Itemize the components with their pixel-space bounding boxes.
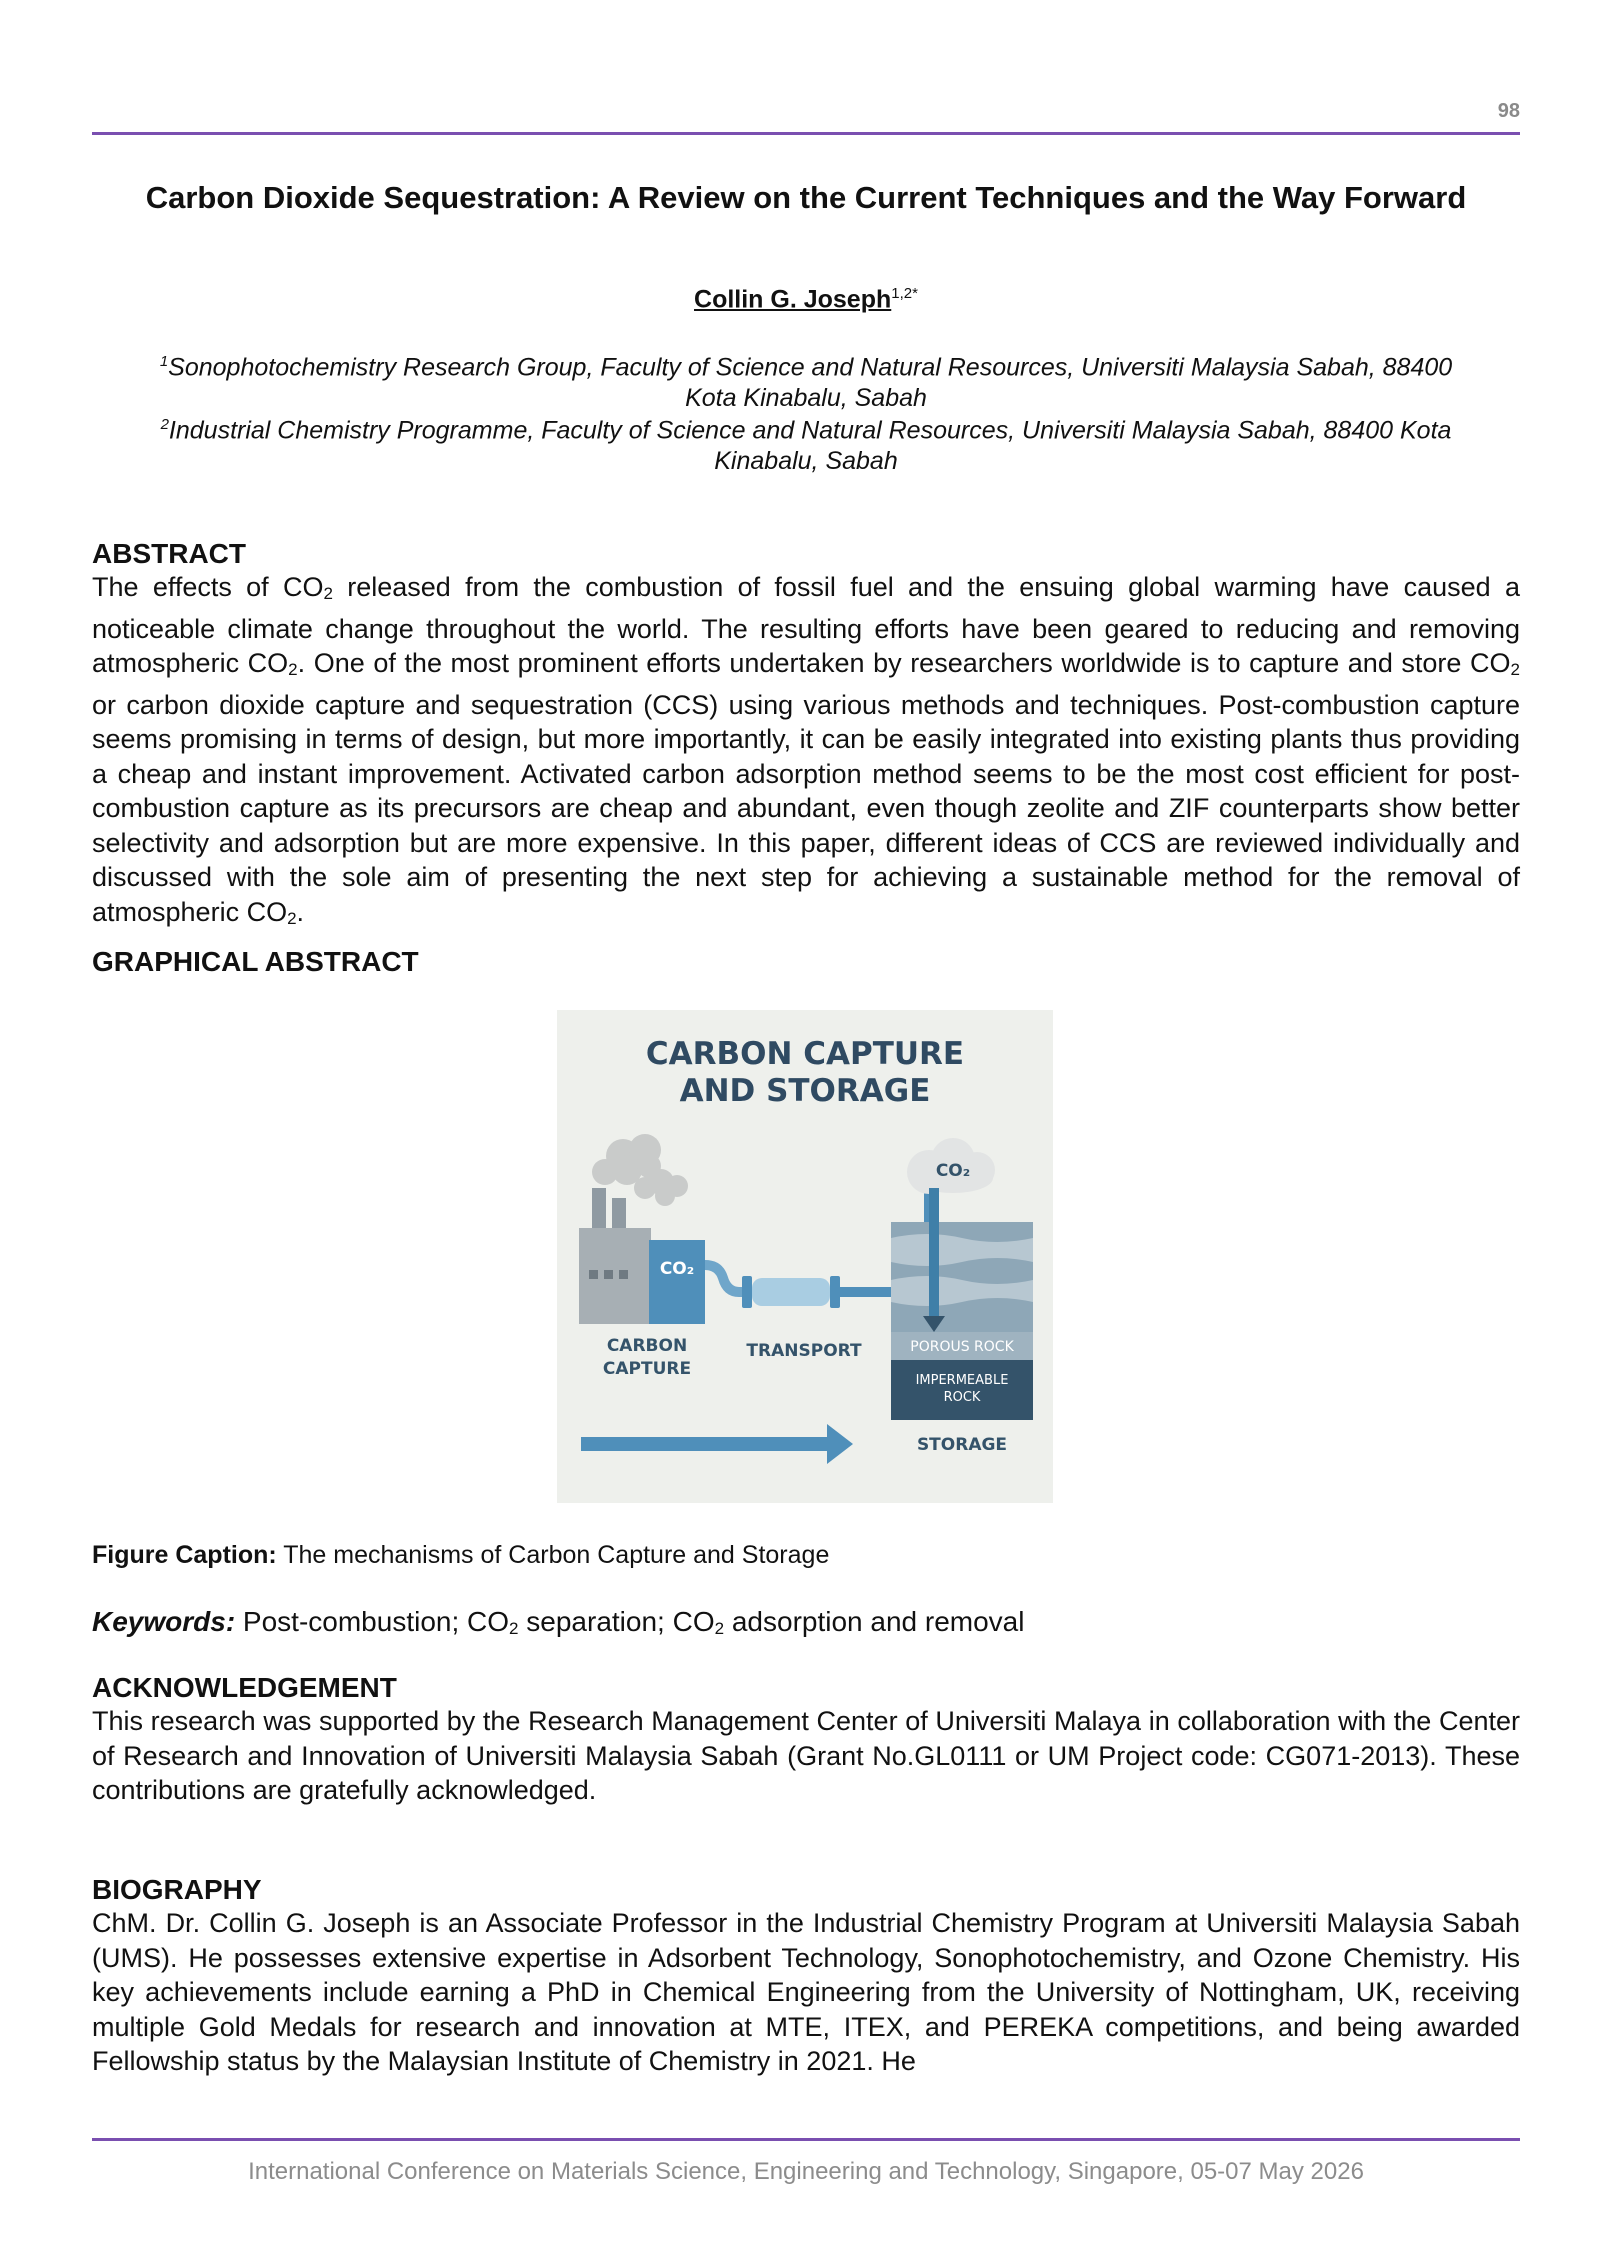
figure-title-line1: CARBON CAPTURE — [645, 1036, 965, 1072]
abstract-heading: ABSTRACT — [92, 538, 246, 569]
carbon-capture-label-2: CAPTURE — [602, 1359, 692, 1379]
storage-label: STORAGE — [916, 1435, 1008, 1455]
transport-label: TRANSPORT — [746, 1341, 862, 1361]
graphical-abstract-heading: GRAPHICAL ABSTRACT — [92, 946, 419, 977]
figure-title-line2: AND STORAGE — [679, 1073, 931, 1109]
affiliation-line: Sonophotochemistry Research Group, Faculty of Science and Natural Resources, Universiti Malaysia Sabah, 88400 — [168, 353, 1453, 382]
pipe-flange — [830, 1276, 840, 1308]
ccs-figure — [557, 1010, 1053, 1503]
affiliation-line: Industrial Chemistry Programme, Faculty of Science and Natural Resources, Universiti Malaysia Sabah, 88400 Kota — [168, 416, 1452, 445]
affiliation-line: Kota Kinabalu, Sabah — [685, 384, 927, 413]
co2-cloud-label: CO₂ — [935, 1161, 971, 1181]
biography-text: ChM. Dr. Collin G. Joseph is an Associate Professor in the Industrial Chemistry Program at Universiti Malaysia Sabah (UMS). He possesses extensive expertise in Adsorbent Technology, Sonophotochemistry, and Ozone Chemistry. His key achievements include earning a PhD in Chemical Engineering from the University of Nottingham, UK, receiving multiple Gold Medals for research and innovation at MTE, ITEX, and PEREKA competitions, and being awarded Fellowship status by the Malaysian Institute of Chemistry in 2021. He — [92, 1908, 1520, 2076]
header-rule — [92, 132, 1520, 135]
author-marks: 1,2* — [891, 285, 918, 302]
acknowledgement-text: This research was supported by the Research Management Center of Universiti Malaya in collaboration with the Center of Research and Innovation of Universiti Malaysia Sabah (Grant No.GL0111 or UM Project code: CG071-2013). These contributions are gratefully acknowledged. — [92, 1706, 1520, 1805]
co2-unit-label: CO₂ — [659, 1259, 695, 1279]
porous-rock-label: POROUS ROCK — [910, 1339, 1014, 1355]
figure-caption: Figure Caption: The mechanisms of Carbon Capture and Storage — [92, 1541, 830, 1569]
paper-title: Carbon Dioxide Sequestration: A Review on the Current Techniques and the Way Forward — [145, 180, 1467, 215]
carbon-capture-label-1: CARBON — [606, 1336, 688, 1356]
keywords: Keywords: Post-combustion; $CO_2$ separation; $CO_2$ adsorption and removal — [92, 1606, 1025, 1638]
abstract-text: The effects of $CO_2$ released from the combustion of fossil fuel and the ensuing global warming have caused a noticeable climate change throughout the world. The resulting efforts have been geared to reducing and removing atmospheric $CO_2$. One of the most prominent efforts undertaken by researchers worldwide is to capture and store $CO_2$ or carbon dioxide capture and sequestration (CCS) using various methods and techniques. Post-combustion capture seems promising in terms of design, but more importantly, it can be easily integrated into existing plants thus providing a cheap and instant improvement. Activated carbon adsorption method seems to be the most cost efficient for post-combustion capture as its precursors are cheap and abundant, even though zeolite and ZIF counterparts show better selectivity and adsorption but are more expensive. In this paper, different ideas of CCS are reviewed individually and discussed with the sole aim of presenting the next step for achieving a sustainable method for the removal of atmospheric $CO_2$. — [92, 572, 1520, 928]
author-name: Collin G. Joseph — [694, 285, 892, 314]
affiliation-1 — [92, 346, 1520, 414]
co2-capture-unit — [649, 1240, 705, 1324]
author-line — [92, 285, 1520, 314]
footer-text: International Conference on Materials Science, Engineering and Technology, Singapore, 05-07 May 2026 — [248, 2158, 1364, 2185]
page-number: 98 — [1497, 100, 1520, 122]
acknowledgement-heading: ACKNOWLEDGEMENT — [92, 1672, 397, 1703]
transport-tank — [752, 1278, 830, 1306]
affiliation-mark: 2 — [160, 416, 169, 433]
pipe-flange — [742, 1276, 752, 1308]
affiliation-mark: 1 — [159, 353, 169, 370]
footer-rule — [92, 2138, 1520, 2141]
process-arrow-shaft — [581, 1437, 831, 1451]
biography-heading: BIOGRAPHY — [92, 1874, 262, 1905]
impermeable-rock-label-1: IMPERMEABLE — [915, 1373, 1009, 1388]
impermeable-rock-label-2: ROCK — [943, 1390, 981, 1405]
affiliation-2 — [92, 409, 1520, 477]
affiliation-line: Kinabalu, Sabah — [714, 447, 898, 476]
